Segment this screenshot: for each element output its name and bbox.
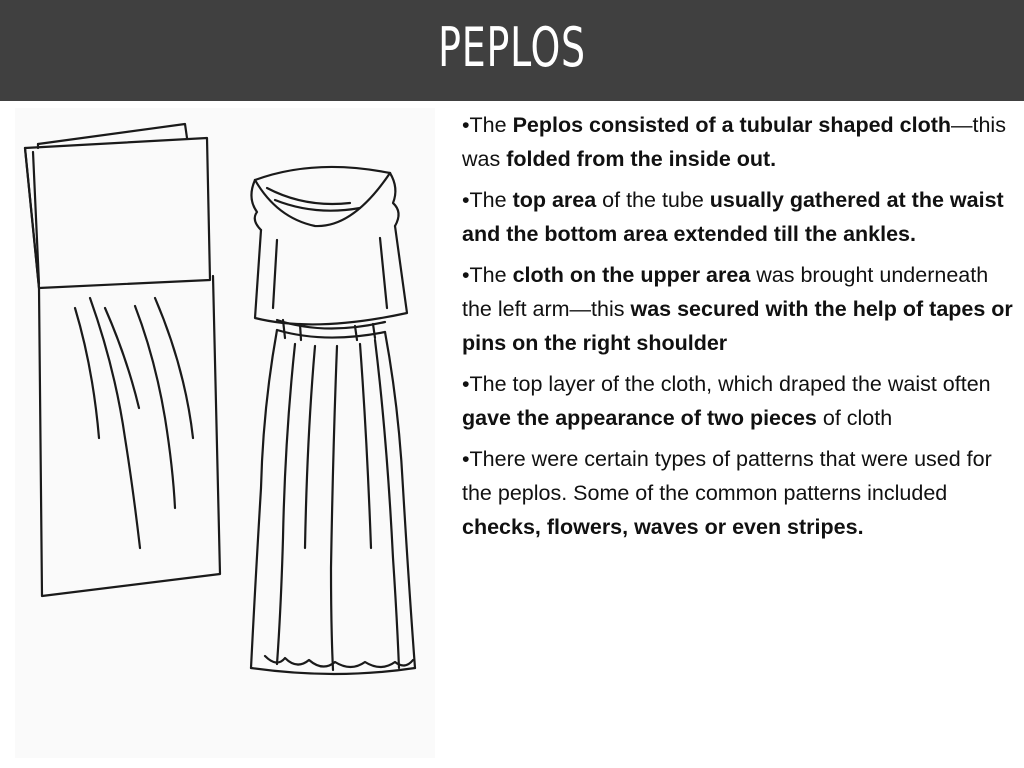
bullet-marker: •	[462, 188, 470, 212]
bullet-item	[462, 183, 1018, 251]
bullet-text: The	[469, 263, 513, 287]
bullet-text-bold: checks, flowers, waves or even stripes.	[462, 515, 864, 539]
bullet-text: of the tube	[596, 188, 710, 212]
bullet-text: The	[469, 188, 513, 212]
slide-title: PEPLOS	[438, 16, 586, 79]
bullet-text-bold: cloth on the upper area	[512, 263, 751, 287]
bullet-text: There were certain types of patterns that were used for the peplos. Some of the common patterns included	[462, 447, 992, 505]
bullet-text-bold: usually gathered at the waist and the bottom area extended till the ankles.	[462, 188, 1004, 246]
bullet-marker: •	[462, 447, 470, 471]
bullet-item	[462, 108, 1018, 176]
bullet-text: The top layer of the cloth, which draped the waist often	[469, 372, 991, 396]
bullet-item	[462, 258, 1018, 360]
bullet-text-bold: folded from the inside out.	[506, 147, 777, 171]
bullet-text-bold: top area	[512, 188, 597, 212]
title-bar	[0, 0, 1024, 101]
bullet-text-bold: was secured with the help of tapes or pins on the right shoulder	[462, 297, 1013, 355]
peplos-illustration	[15, 108, 435, 758]
bullet-text-bold: gave the appearance of two pieces	[462, 406, 817, 430]
bullet-marker: •	[462, 113, 470, 137]
bullet-text: —this was	[462, 113, 1006, 171]
bullet-text: of cloth	[816, 406, 893, 430]
bullet-marker: •	[462, 263, 470, 287]
bullet-marker: •	[462, 372, 470, 396]
bullet-text: was brought underneath the left arm—this	[462, 263, 989, 321]
bullet-item	[462, 442, 1018, 544]
bullet-item	[462, 367, 1018, 435]
bullet-text: The	[469, 113, 513, 137]
bullet-list	[462, 108, 1018, 551]
bullet-text-bold: Peplos consisted of a tubular shaped cloth	[512, 113, 951, 137]
